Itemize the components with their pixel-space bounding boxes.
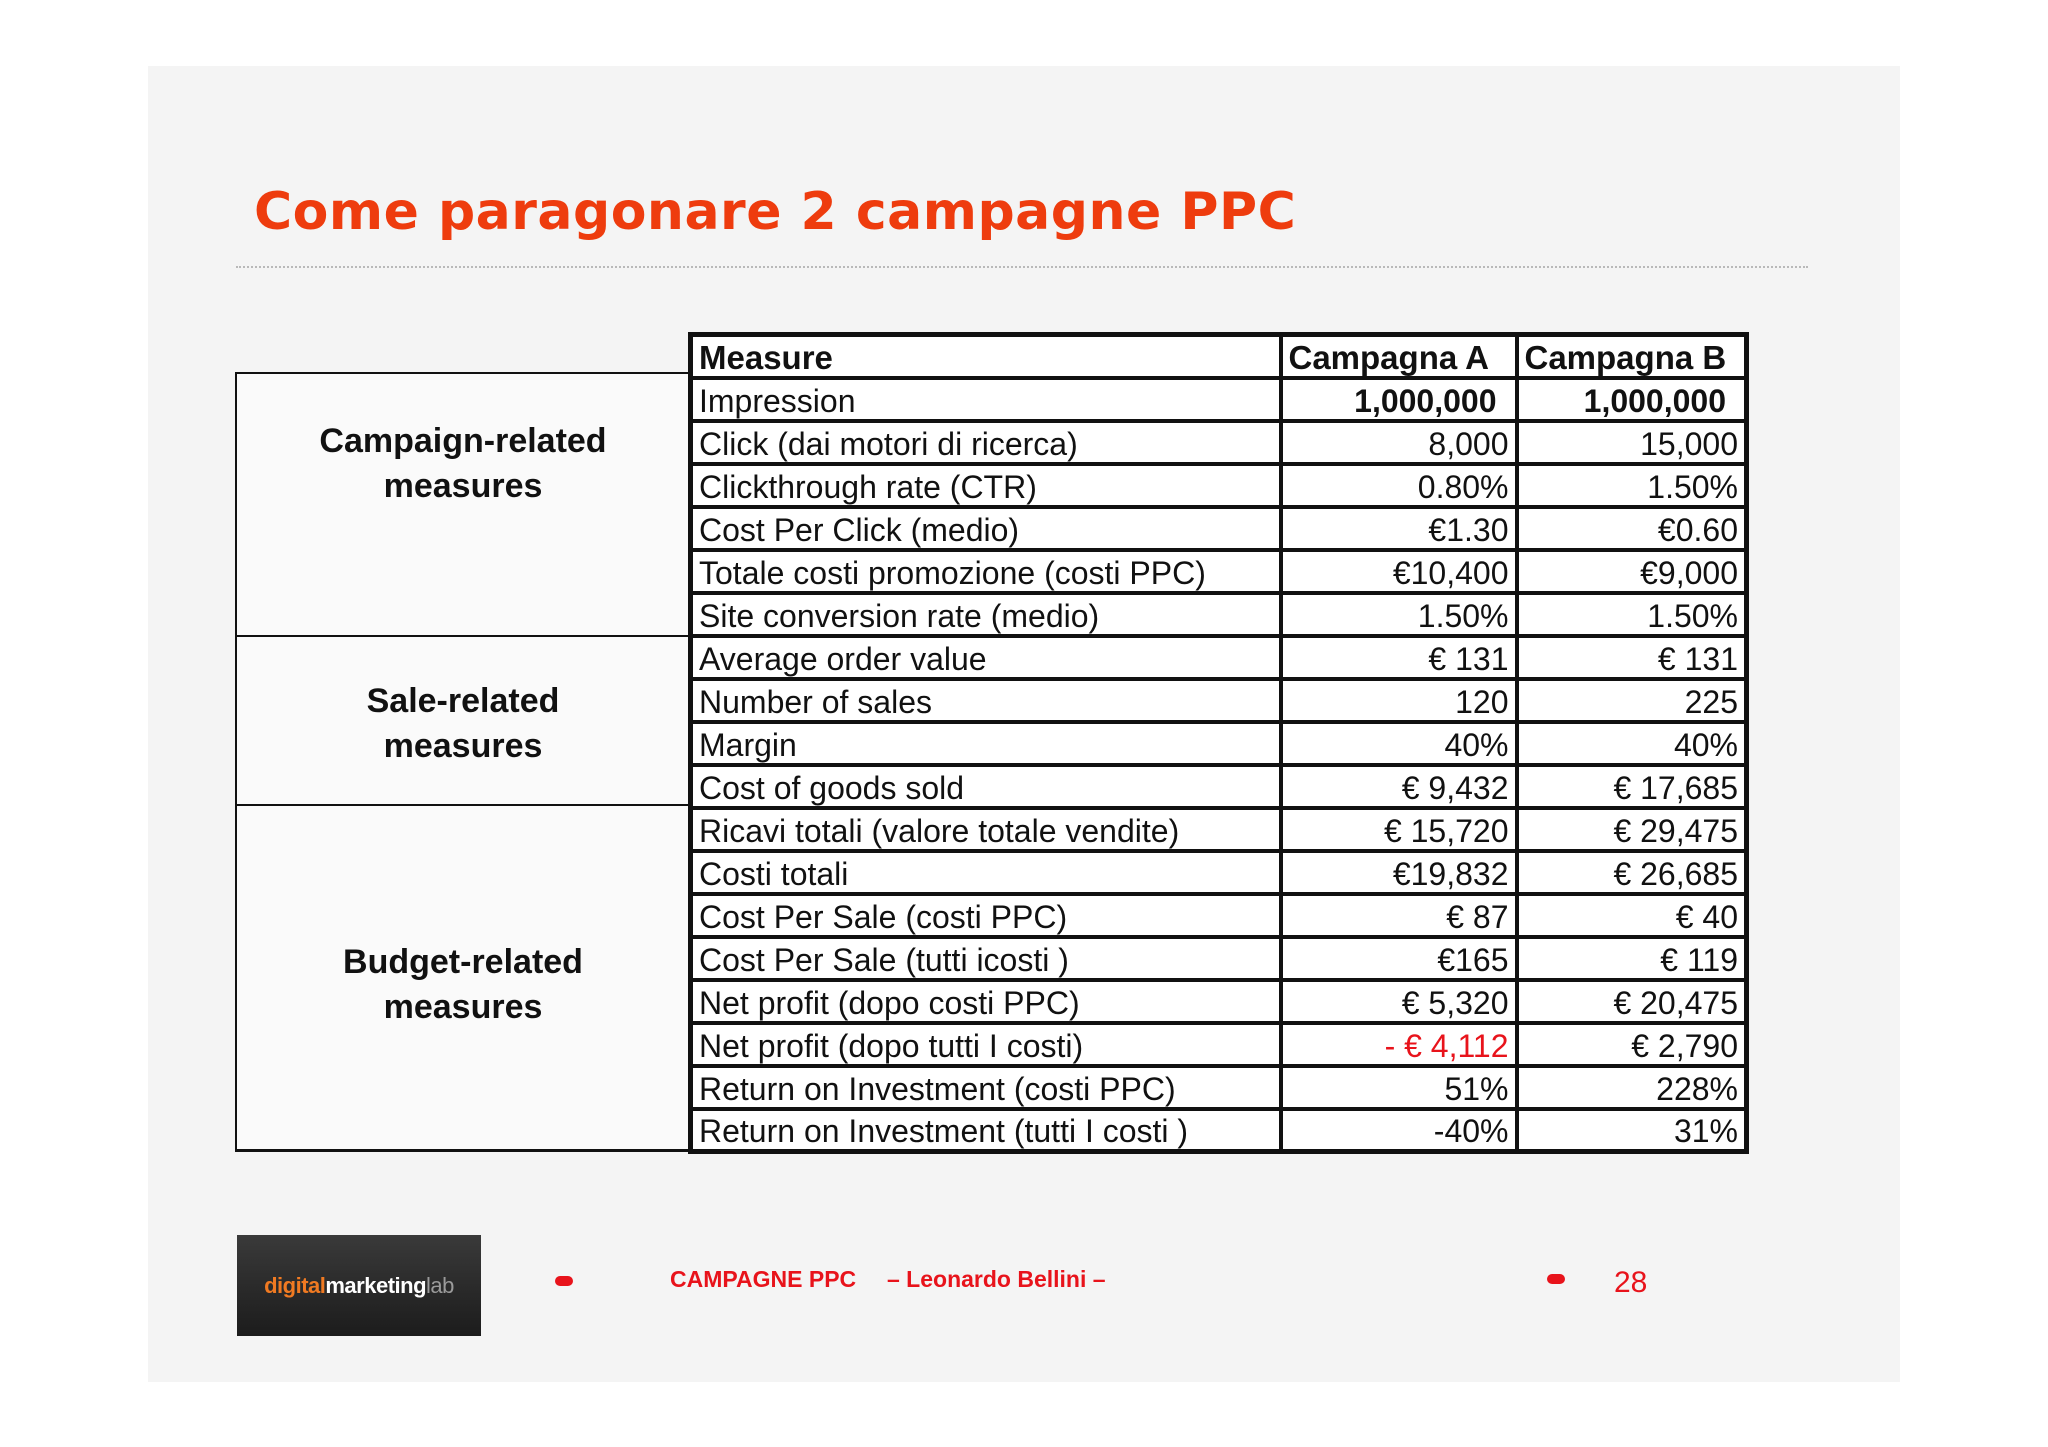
measure-cell: Average order value — [691, 636, 1281, 679]
campagna-b-cell: 228% — [1517, 1066, 1747, 1109]
measure-cell: Click (dai motori di ricerca) — [691, 421, 1281, 464]
campagna-a-cell: € 87 — [1281, 894, 1517, 937]
table-row — [691, 722, 1747, 765]
table-row — [691, 1109, 1747, 1152]
measure-cell: Net profit (dopo costi PPC) — [691, 980, 1281, 1023]
category-label-line2: measures — [383, 467, 543, 505]
campagna-b-cell: 225 — [1517, 679, 1747, 722]
category-label-line1: Budget-related — [343, 943, 583, 981]
measure-cell: Cost Per Sale (tutti icosti ) — [691, 937, 1281, 980]
header-measure: Measure — [691, 335, 1281, 378]
campagna-b-cell: €0.60 — [1517, 507, 1747, 550]
campagna-a-cell: 51% — [1281, 1066, 1517, 1109]
table-row — [691, 550, 1747, 593]
table-row — [691, 808, 1747, 851]
campagna-a-cell: € 5,320 — [1281, 980, 1517, 1023]
campagna-b-cell: € 20,475 — [1517, 980, 1747, 1023]
campagna-b-cell: 15,000 — [1517, 421, 1747, 464]
measure-cell: Cost Per Click (medio) — [691, 507, 1281, 550]
measure-cell: Cost Per Sale (costi PPC) — [691, 894, 1281, 937]
table-row — [691, 851, 1747, 894]
title-divider — [236, 266, 1808, 268]
campagna-b-cell: 1,000,000 — [1517, 378, 1747, 421]
table-row — [691, 593, 1747, 636]
table-row — [691, 980, 1747, 1023]
footer-bullet-icon — [555, 1276, 573, 1286]
campagna-a-cell: €10,400 — [1281, 550, 1517, 593]
page-number: 28 — [1614, 1266, 1648, 1299]
campagna-b-cell: € 40 — [1517, 894, 1747, 937]
digitalmarketinglab-logo — [237, 1235, 481, 1336]
table-row — [691, 765, 1747, 808]
category-label-line2: measures — [383, 988, 543, 1026]
table-row — [691, 421, 1747, 464]
footer-bullet-icon — [1547, 1274, 1565, 1284]
campagna-a-cell: €1.30 — [1281, 507, 1517, 550]
comparison-table — [688, 332, 1749, 1154]
category-label-line1: Campaign-related — [319, 422, 607, 460]
table-header-row — [691, 335, 1747, 378]
table-row — [691, 636, 1747, 679]
measure-cell: Clickthrough rate (CTR) — [691, 464, 1281, 507]
campagna-b-cell: € 26,685 — [1517, 851, 1747, 894]
category-label-line2: measures — [383, 727, 543, 765]
campagna-b-cell: € 2,790 — [1517, 1023, 1747, 1066]
measure-cell: Totale costi promozione (costi PPC) — [691, 550, 1281, 593]
header-campagna-b: Campagna B — [1517, 335, 1747, 378]
campagna-a-cell: € 9,432 — [1281, 765, 1517, 808]
measure-cell: Site conversion rate (medio) — [691, 593, 1281, 636]
measure-cell: Margin — [691, 722, 1281, 765]
campagna-a-cell: € 131 — [1281, 636, 1517, 679]
campagna-a-cell: € 15,720 — [1281, 808, 1517, 851]
campagna-a-cell: 0.80% — [1281, 464, 1517, 507]
logo-part-lab: lab — [426, 1273, 454, 1298]
logo-part-digital: digital — [264, 1273, 326, 1298]
campagna-b-cell: € 119 — [1517, 937, 1747, 980]
campagna-a-cell-negative: - € 4,112 — [1281, 1023, 1517, 1066]
campagna-a-cell: 1.50% — [1281, 593, 1517, 636]
table-row — [691, 894, 1747, 937]
category-budget-related — [235, 804, 689, 1152]
campagna-a-cell: 8,000 — [1281, 421, 1517, 464]
campagna-a-cell: €19,832 — [1281, 851, 1517, 894]
measure-cell: Return on Investment (tutti I costi ) — [691, 1109, 1281, 1152]
table-row — [691, 1023, 1747, 1066]
table-row — [691, 378, 1747, 421]
table-row — [691, 1066, 1747, 1109]
campagna-b-cell: € 131 — [1517, 636, 1747, 679]
table-row — [691, 464, 1747, 507]
measure-cell: Ricavi totali (valore totale vendite) — [691, 808, 1281, 851]
campagna-a-cell: €165 — [1281, 937, 1517, 980]
campagna-b-cell: 31% — [1517, 1109, 1747, 1152]
campagna-b-cell: €9,000 — [1517, 550, 1747, 593]
measure-cell: Return on Investment (costi PPC) — [691, 1066, 1281, 1109]
campagna-b-cell: 40% — [1517, 722, 1747, 765]
footer-author: – Leonardo Bellini – — [887, 1266, 1106, 1292]
measure-cell: Net profit (dopo tutti I costi) — [691, 1023, 1281, 1066]
table-row — [691, 507, 1747, 550]
category-campaign-related — [235, 372, 689, 635]
logo-part-marketing: marketing — [325, 1273, 427, 1298]
campagna-a-cell: -40% — [1281, 1109, 1517, 1152]
category-label-line1: Sale-related — [366, 682, 560, 720]
campagna-b-cell: 1.50% — [1517, 593, 1747, 636]
measure-cell: Impression — [691, 378, 1281, 421]
measure-cell: Costi totali — [691, 851, 1281, 894]
campagna-a-cell: 120 — [1281, 679, 1517, 722]
category-sale-related — [235, 635, 689, 804]
campagna-b-cell: 1.50% — [1517, 464, 1747, 507]
slide-title: Come paragonare 2 campagne PPC — [254, 182, 1297, 242]
campagna-b-cell: € 17,685 — [1517, 765, 1747, 808]
campagna-a-cell: 40% — [1281, 722, 1517, 765]
footer-section-title: CAMPAGNE PPC — [670, 1266, 857, 1292]
table-row — [691, 937, 1747, 980]
table-row — [691, 679, 1747, 722]
measure-cell: Number of sales — [691, 679, 1281, 722]
campagna-a-cell: 1,000,000 — [1281, 378, 1517, 421]
measure-cell: Cost of goods sold — [691, 765, 1281, 808]
header-campagna-a: Campagna A — [1281, 335, 1517, 378]
campagna-b-cell: € 29,475 — [1517, 808, 1747, 851]
